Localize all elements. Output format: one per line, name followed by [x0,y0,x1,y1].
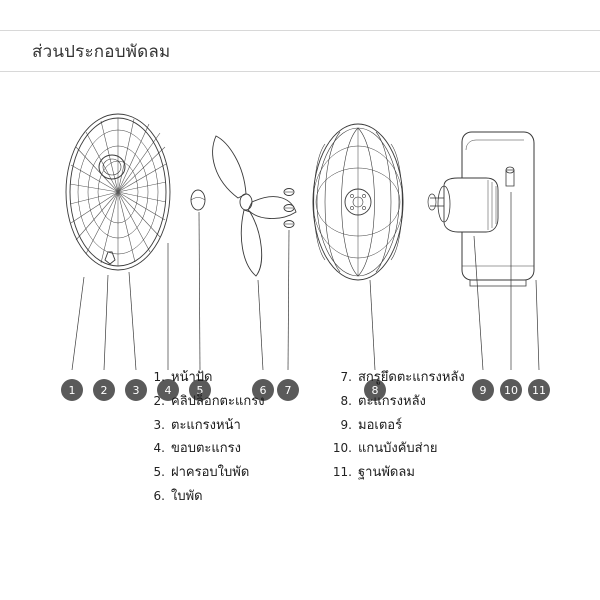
grille-screw-group [284,189,294,228]
legend-label: แกนบังคับส่าย [358,441,438,457]
legend-label: ฐานพัดลม [358,465,415,480]
legend-number: 8. [340,393,352,408]
legend-label: ตะแกรงหน้า [171,417,241,433]
legend-number: 6. [153,488,165,503]
list-item [330,465,465,481]
svg-text:6: 6 [259,384,267,397]
svg-text:8: 8 [371,384,379,397]
legend-column-left [143,370,265,513]
blade-cap-group [191,190,205,210]
front-grille-group [66,114,170,270]
legend-number: 4. [153,441,165,456]
list-item [330,441,465,457]
list-item [330,370,465,386]
legend-number: 7. [340,370,352,384]
list-item [143,441,265,457]
legend-label: ตะแกรงหลัง [358,393,426,409]
svg-text:2: 2 [100,384,108,397]
page-header [0,30,600,72]
page-title: ส่วนประกอบพัดลม [32,41,171,62]
legend-label: ขอบตะแกรง [171,441,241,457]
svg-text:11: 11 [532,384,546,397]
svg-text:3: 3 [132,384,140,397]
svg-text:9: 9 [479,384,487,397]
svg-text:1: 1 [68,384,76,397]
rear-grille-group [313,124,403,280]
svg-text:4: 4 [164,384,172,397]
list-item [330,418,465,434]
svg-text:7: 7 [284,384,292,397]
motor-base-group [428,132,534,286]
legend-column-right [330,370,465,489]
legend-label: หน้าปัด [171,370,213,385]
legend-number: 10. [332,441,352,456]
parts-legend [0,370,600,530]
list-item [143,370,265,386]
fan-blade-group [213,136,296,276]
list-item [143,394,265,410]
legend-label: ใบพัด [171,488,203,504]
legend-number: 3. [153,417,165,432]
legend-label: คลิปล็อกตะแกรง [171,393,265,409]
svg-text:5: 5 [196,384,204,397]
legend-number: 1. [153,370,165,384]
legend-label: มอเตอร์ [358,417,403,433]
list-item [143,418,265,434]
legend-label: สกรูยึดตะแกรงหลัง [358,370,465,385]
legend-number: 9. [340,417,352,432]
legend-label: ฝาครอบใบพัด [171,465,250,480]
legend-number: 11. [332,465,352,479]
legend-number: 5. [153,465,165,479]
list-item [330,394,465,410]
legend-number: 2. [153,393,165,408]
list-item [143,465,265,481]
list-item [143,489,265,505]
svg-text:10: 10 [504,384,518,397]
